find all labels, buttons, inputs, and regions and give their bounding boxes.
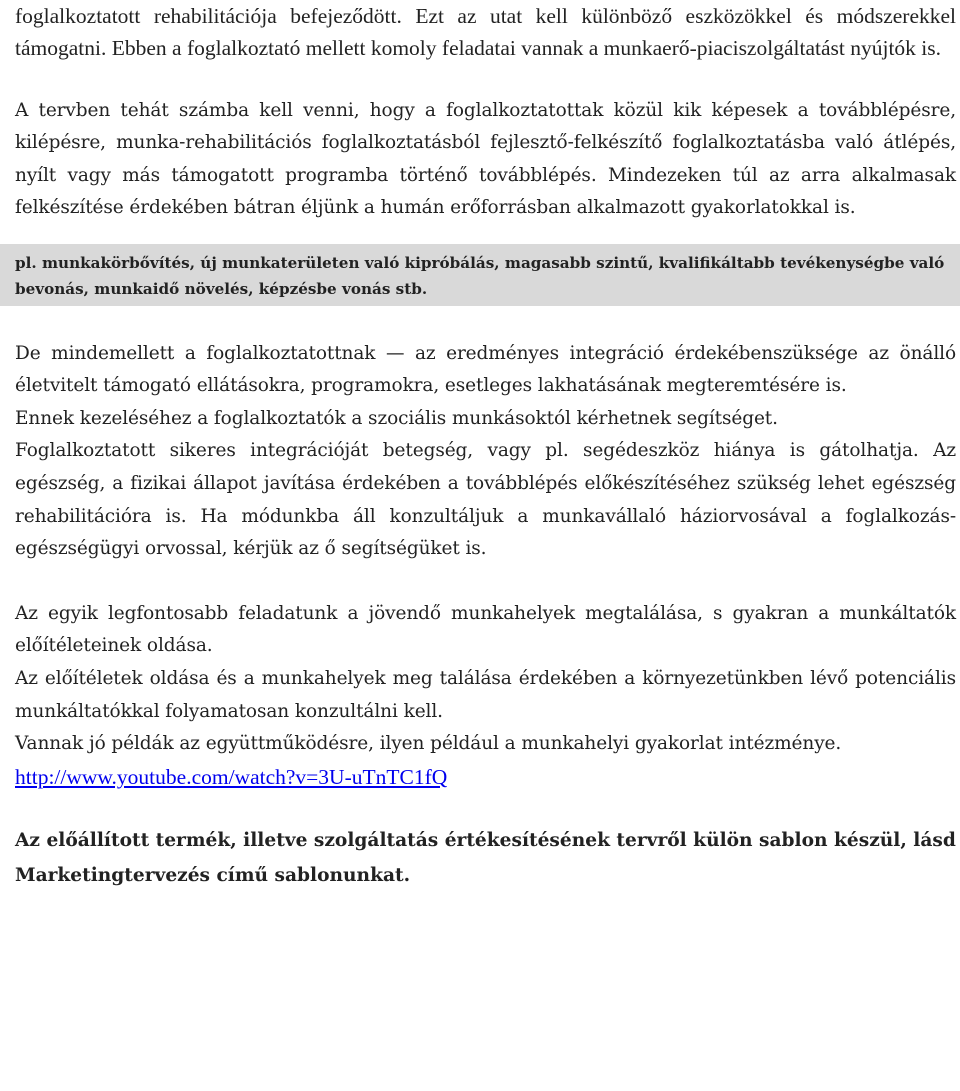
video-link-line [15,761,956,793]
paragraph-integration-2: Ennek kezeléséhez a foglalkoztatók a szociális munkásoktól kérhetnek segítséget. [15,407,778,429]
paragraph-intro: foglalkoztatott rehabilitációja befejeződött. Ezt az utat kell különböző eszközökkel és módszerekkel támogatni. Ebben a foglalkoztató mellett komoly feladatai vannak a munkaerő-piaciszolgáltatást nyújtók is. [15,4,956,60]
paragraph-jobs-2: Az előítéletek oldása és a munkahelyek meg találása érdekében a környezetünkben lévő potenciális munkáltatókkal folyamatosan konzultálni kell. [15,667,956,722]
paragraph-integration-3: Foglalkoztatott sikeres integrációját betegség, vagy pl. segédeszköz hiánya is gátolhatja. Az egészség, a fizikai állapot javítása érdekében a továbblépés előkészítéséhez szükség lehet egészség rehabilitációra is. Ha módunkba áll konzultáljuk a munkavállaló háziorvosával a foglalkozás- egészségügyi orvossal, kérjük az ő segítségüket is. [15,440,956,560]
closing-note: Az előállított termék, illetve szolgáltatás értékesítésének tervről külön sablon készül, lásd Marketingtervezés című sablonunkat. [15,829,956,886]
paragraph-jobs-1: Az egyik legfontosabb feladatunk a jövendő munkahelyek megtalálása, s gyakran a munkáltatók előítéleteinek oldása. [15,602,956,657]
highlight-box: pl. munkakörbővítés, új munkaterületen való kipróbálás, magasabb szintű, kvalifikáltabb tevékenységbe való bevonás, munkaidő növelés, képzésbe vonás stb. [0,244,960,306]
document-page [15,0,956,893]
video-link[interactable]: http://www.youtube.com/watch?v=3U-uTnTC1fQ [15,764,448,789]
paragraph-jobs-3: Vannak jó példák az együttműködésre, ilyen például a munkahelyi gyakorlat intézménye. [15,733,842,755]
paragraph-integration-1: De mindemellett a foglalkoztatottnak — az eredményes integráció érdekébenszüksége az önálló életvitelt támogató ellátásokra, programokra, esetleges lakhatásának megteremtésére is. [15,342,956,397]
paragraph-plan: A tervben tehát számba kell venni, hogy a foglalkoztatottak közül kik képesek a továbblépésre, kilépésre, munka-rehabilitációs foglalkoztatásból fejlesztő-felkészítő foglalkoztatásba való átlépés, nyílt vagy más támogatott programba történő továbblépés. Mindezeken túl az arra alkalmasak felkészítése érdekében bátran éljünk a humán erőforrásban alkalmazott gyakorlatokkal is. [15,100,956,219]
